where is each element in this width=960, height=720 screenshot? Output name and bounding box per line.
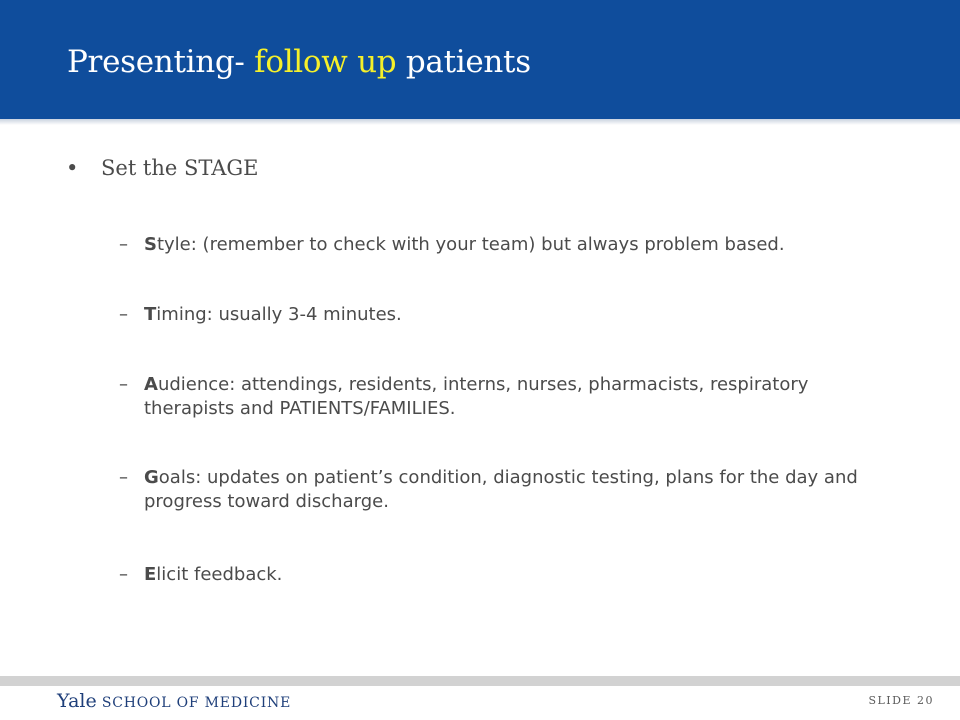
sub-item-text: oals: updates on patient’s condition, diagnostic testing, plans for the day and progress toward discharge. xyxy=(144,467,858,512)
sub-item-text: licit feedback. xyxy=(156,564,283,585)
dash-marker: – xyxy=(119,304,128,325)
logo-school: SCHOOL OF MEDICINE xyxy=(101,695,292,711)
yale-logo xyxy=(57,690,291,712)
sub-item-text: iming: usually 3-4 minutes. xyxy=(156,304,402,325)
sub-item-text: udience: attendings, residents, interns, nurses, pharmacists, respiratory therapists and PATIENTS/FAMILIES. xyxy=(144,374,809,419)
sub-item-lead: S xyxy=(144,234,157,255)
sub-item-elicit xyxy=(119,563,919,587)
sub-item-text: tyle: (remember to check with your team) but always problem based. xyxy=(156,234,785,255)
bullet-text: Set the STAGE xyxy=(101,156,259,180)
slide-number: SLIDE 20 xyxy=(868,694,934,707)
sub-item-lead: G xyxy=(144,467,159,488)
sub-item-goals xyxy=(119,466,899,514)
sub-item-lead: T xyxy=(144,304,157,325)
title-part-1: Presenting- xyxy=(67,44,255,80)
dash-marker: – xyxy=(119,234,128,255)
dash-marker: – xyxy=(119,374,128,395)
logo-yale: Yale xyxy=(57,690,97,712)
footer-band xyxy=(0,676,960,686)
sub-item-lead: E xyxy=(144,564,157,585)
sub-item-style xyxy=(119,233,919,257)
title-highlight: follow up xyxy=(254,44,397,80)
title-part-2: patients xyxy=(396,44,531,80)
bullet-marker: • xyxy=(66,156,79,180)
sub-item-audience xyxy=(119,373,819,421)
dash-marker: – xyxy=(119,564,128,585)
sub-item-lead: A xyxy=(144,374,158,395)
dash-marker: – xyxy=(119,467,128,488)
sub-item-timing xyxy=(119,303,919,327)
